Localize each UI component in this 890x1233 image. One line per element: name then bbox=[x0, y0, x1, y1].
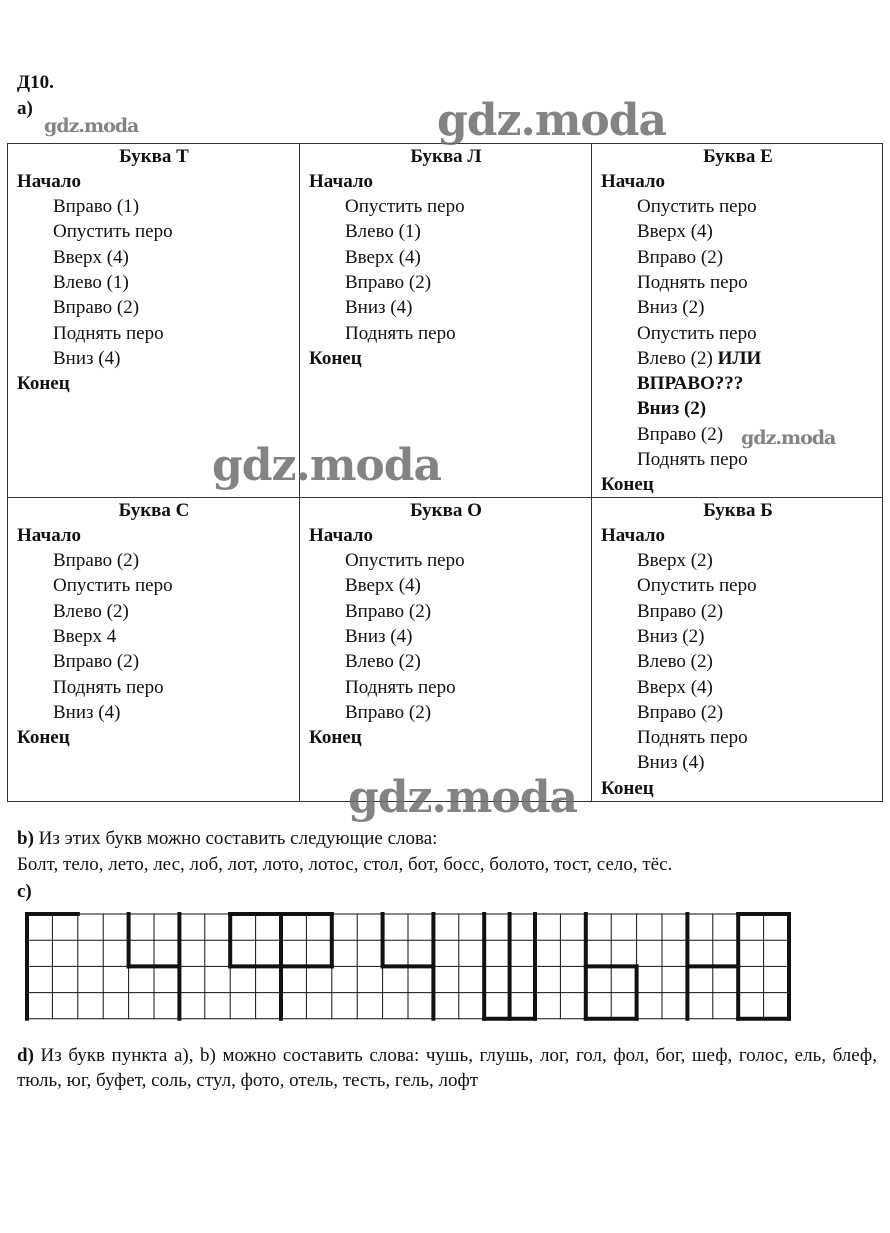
command-text: Поднять перо bbox=[345, 322, 456, 344]
command-text: Влево (1) bbox=[345, 221, 421, 243]
cell-heading: Буква Б bbox=[703, 500, 773, 521]
command-text: Вправо (2) bbox=[345, 271, 432, 293]
command-text: Влево (1) bbox=[53, 271, 129, 293]
command-text: Вниз (2) bbox=[637, 297, 705, 319]
command-text: Вверх (4) bbox=[637, 676, 713, 698]
command-text: Поднять перо bbox=[53, 322, 164, 344]
command-text: Влево (2) bbox=[53, 600, 129, 622]
start-label: Начало bbox=[17, 525, 82, 546]
command-text: Вниз (4) bbox=[637, 752, 705, 774]
command-text: Вправо (2) bbox=[53, 550, 140, 571]
end-label: Конец bbox=[601, 474, 654, 496]
end-label: Конец bbox=[309, 347, 362, 369]
command-text: Вверх 4 bbox=[53, 625, 117, 647]
command-text: Опустить перо bbox=[345, 550, 465, 571]
exercise-title: Д10. bbox=[17, 72, 54, 93]
cell-heading: Буква Л bbox=[410, 146, 482, 167]
end-label: Конец bbox=[17, 727, 70, 749]
command-text: Опустить перо bbox=[345, 196, 465, 217]
command-text: Вправо (2) bbox=[53, 651, 140, 673]
command-text: Поднять перо bbox=[53, 676, 164, 698]
command-text: Поднять перо bbox=[637, 271, 748, 293]
command-text: Влево (2) bbox=[345, 651, 421, 673]
part-b-words: Болт, тело, лето, лес, лоб, лот, лото, лотос, стол, бот, босс, болото, тост, село, тёс. bbox=[17, 854, 673, 875]
cell-heading: Буква С bbox=[118, 500, 190, 521]
command-text: Опустить перо bbox=[637, 575, 757, 597]
command-text: Опустить перо bbox=[53, 221, 173, 243]
command-text: Вправо (2) bbox=[53, 297, 140, 319]
command-text: Вниз (4) bbox=[53, 701, 121, 723]
command-text: Вверх (4) bbox=[345, 246, 421, 268]
part-d-text: Из букв пункта а), b) можно составить слова: чушь, глушь, лог, гол, фол, бог, шеф, голос, ель, блеф, тюль, юг, буфет, соль, стул, фото, отель, тесть, гель, лофт bbox=[17, 1045, 877, 1091]
start-label: Начало bbox=[17, 171, 82, 192]
part-b-label: b) bbox=[17, 828, 34, 849]
watermark-logo: gdz.moda bbox=[212, 440, 442, 491]
start-label: Начало bbox=[601, 525, 666, 546]
part-a-label: а) bbox=[17, 98, 33, 119]
start-label: Начало bbox=[601, 171, 666, 192]
watermark-logo: gdz.moda bbox=[437, 95, 667, 146]
part-d-label: d) bbox=[17, 1045, 34, 1066]
end-label: Конец bbox=[309, 727, 362, 749]
start-label: Начало bbox=[309, 171, 374, 192]
command-text: Вверх (4) bbox=[637, 221, 713, 243]
watermark-logo: gdz.moda bbox=[348, 772, 578, 823]
end-label: Конец bbox=[17, 373, 70, 395]
cell-heading: Буква Е bbox=[703, 146, 773, 167]
command-text: Вниз (2) bbox=[637, 625, 705, 647]
command-text: Влево (2) bbox=[637, 651, 713, 673]
command-text: Вправо (2) bbox=[637, 600, 724, 622]
command-note: ИЛИ bbox=[717, 347, 762, 369]
part-d bbox=[17, 1043, 877, 1093]
watermark-logo: gdz.moda bbox=[44, 115, 139, 137]
command-text: Опустить перо bbox=[637, 322, 757, 344]
command-text: Вниз (4) bbox=[345, 625, 413, 647]
watermark-logo: gdz.moda bbox=[741, 427, 836, 449]
command-text: Вниз (4) bbox=[53, 347, 121, 369]
command-text: Вправо (2) bbox=[345, 600, 432, 622]
command-text: Вправо (2) bbox=[637, 423, 724, 445]
command-text: Вправо (1) bbox=[53, 196, 140, 217]
command-text: Опустить перо bbox=[637, 196, 757, 217]
part-b-intro: Из этих букв можно составить следующие слова: bbox=[33, 828, 438, 849]
command-text: Влево (2) bbox=[637, 347, 718, 369]
command-text: Вправо (2) bbox=[345, 701, 432, 723]
command-text: Поднять перо bbox=[345, 676, 456, 698]
command-text: Вправо (2) bbox=[637, 701, 724, 723]
command-text: ВПРАВО??? bbox=[637, 373, 744, 395]
command-text: Вниз (2) bbox=[637, 398, 707, 420]
command-text: Опустить перо bbox=[53, 575, 173, 597]
cell-heading: Буква О bbox=[410, 500, 482, 521]
start-label: Начало bbox=[309, 525, 374, 546]
command-text: Вверх (4) bbox=[53, 246, 129, 268]
end-label: Конец bbox=[601, 777, 654, 799]
part-c-label: c) bbox=[17, 881, 32, 902]
command-text: Поднять перо bbox=[637, 449, 748, 470]
command-text: Вниз (4) bbox=[345, 297, 413, 319]
command-text: Вверх (2) bbox=[637, 550, 713, 571]
command-text: Поднять перо bbox=[637, 727, 748, 749]
cell-heading: Буква Т bbox=[119, 146, 189, 167]
command-text: Вверх (4) bbox=[345, 575, 421, 597]
command-text: Вправо (2) bbox=[637, 246, 724, 268]
